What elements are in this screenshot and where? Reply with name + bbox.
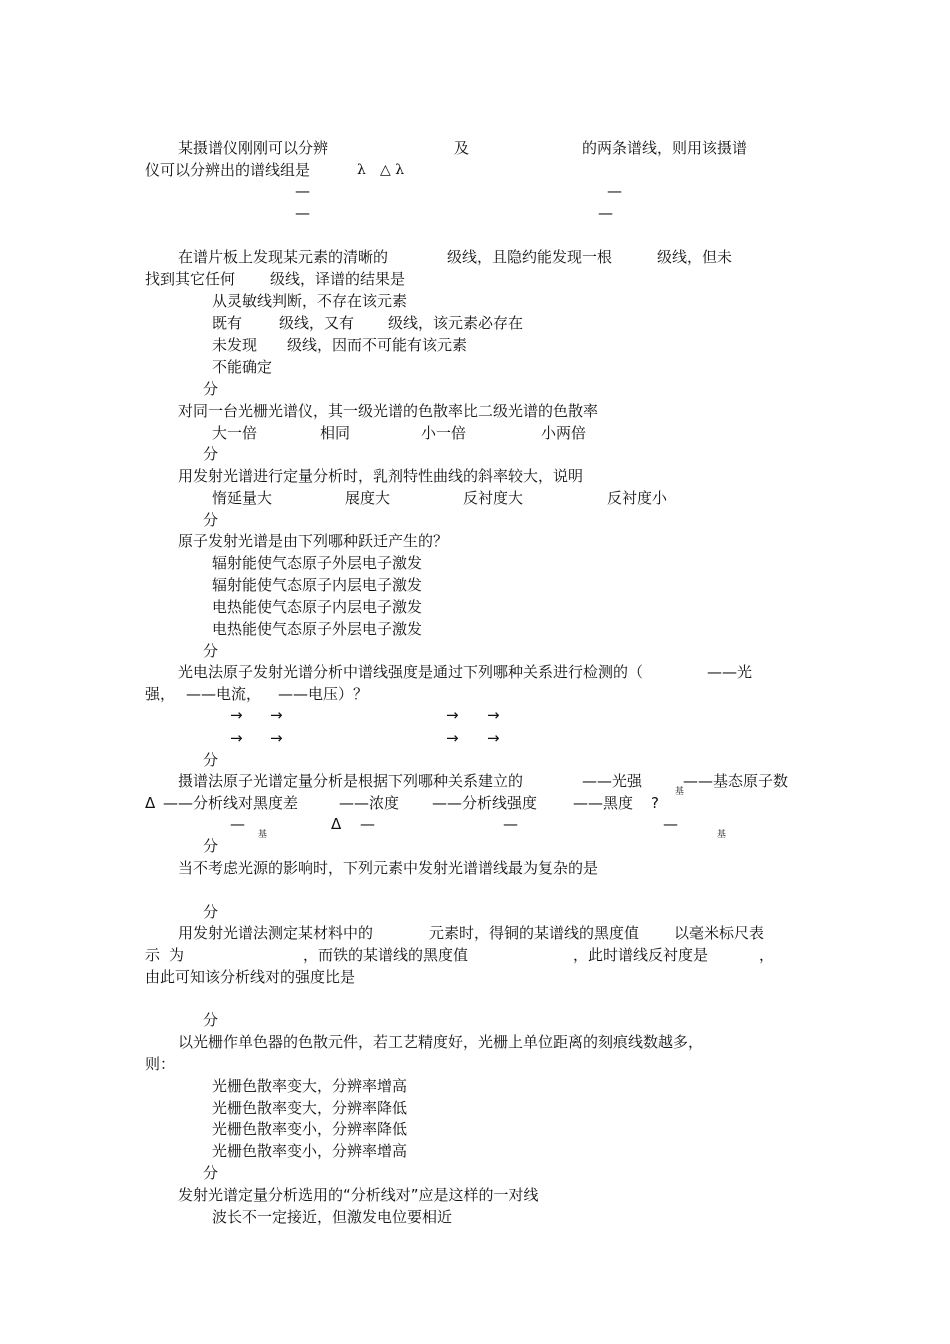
q2-text-line2b: 级线，译谱的结果是 [270,270,406,288]
q7-stem-part1: 摄谱法原子光谱定量分析是根据下列哪种关系建立的 [178,772,524,790]
q8-stem: 当不考虑光源的影响时，下列元素中发射光谱谱线最为复杂的是 [178,859,599,877]
q9-text-c: 以毫米标尺表 [674,924,765,942]
q2-option-b-part2: 级线，又有 [279,314,355,332]
q3-option-a: 大一倍 [212,424,258,442]
q3-stem: 对同一台光栅光谱仪，其一级光谱的色散率比二级光谱的色散率 [178,402,599,420]
q7-delta-symbol: Δ [145,794,156,812]
arrow-icon: → [446,706,459,724]
q7-subscript: 基 [258,830,268,840]
q7-stem-part2: ——光强 [582,772,643,790]
q5-option-c: 电热能使气态原子内层电子激发 [212,598,423,616]
q9-text-f: ，而铁的某谱线的黑度值 [303,946,469,964]
q2-score: 分 [203,380,219,398]
q3-option-b: 相同 [320,424,351,442]
q5-score: 分 [203,642,219,660]
q2-option-c-part1: 未发现 [212,336,258,354]
q7-option-delta: Δ [331,815,342,833]
q6-stem-part5: ——电压）？ [278,685,369,703]
q5-option-a: 辐射能使气态原子外层电子激发 [212,554,423,572]
q6-stem-part1: 光电法原子发射光谱分析中谱线强度是通过下列哪种关系进行检测的（ [178,663,644,681]
q9-text-e: 为 [169,946,185,964]
q4-score: 分 [203,511,219,529]
arrow-icon: → [270,729,283,747]
q7-stem-part3: ——基态原子数 [683,772,789,790]
q5-option-d: 电热能使气态原子外层电子激发 [212,620,423,638]
q3-option-d: 小两倍 [541,424,587,442]
q9-text-h: ， [759,946,775,964]
q2-option-c-part2: 级线，因而不可能有该元素 [287,336,468,354]
q9-text-line3: 由此可知该分析线对的强度比是 [145,968,356,986]
q9-text-a: 用发射光谱法测定某材料中的 [178,924,374,942]
q10-stem-line1: 以光栅作单色器的色散元件，若工艺精度好，光栅上单位距离的刻痕线数越多， [178,1033,704,1051]
q6-stem-part4: ——电流， [186,685,262,703]
q2-text-line2: 找到其它任何 [145,270,236,288]
q1-lambda-symbol: λ [357,162,366,178]
q8-score: 分 [203,903,219,921]
q10-option-c: 光栅色散率变小，分辨率降低 [212,1120,408,1138]
q7-stem-part5: ——分析线对黑度差 [163,794,299,812]
q4-option-b: 展度大 [345,489,391,507]
arrow-icon: → [487,706,500,724]
q1-text-a: 某摄谱仪刚刚可以分辨 [178,139,329,157]
q4-option-c: 反衬度大 [463,489,524,507]
q7-stem-part8: ——黑度 [573,794,634,812]
q1-option-dash: — [607,182,622,200]
q2-option-d: 不能确定 [212,358,273,376]
q9-text-b: 元素时，得铜的某谱线的黑度值 [429,924,640,942]
q7-option-dash: — [503,815,518,833]
q1-text-c: 的两条谱线，则用该摄谱 [582,139,748,157]
q9-text-d: 示 [145,946,161,964]
q7-stem-part6: ——浓度 [339,794,400,812]
q1-option-dash: — [295,182,310,200]
q6-score: 分 [203,751,219,769]
q7-score: 分 [203,837,219,855]
q6-stem-part2: ——光 [707,663,753,681]
q7-question-mark: ? [651,794,659,812]
q5-option-b: 辐射能使气态原子内层电子激发 [212,576,423,594]
q7-subscript: 基 [717,830,727,840]
q7-option-dash: — [230,815,245,833]
q2-option-b-part1: 既有 [212,314,243,332]
q1-option-dash: — [295,204,310,222]
arrow-icon: → [270,706,283,724]
q9-score: 分 [203,1011,219,1029]
q9-text-g: ，此时谱线反衬度是 [573,946,709,964]
q1-text-b: 及 [454,139,470,157]
q10-option-b: 光栅色散率变大，分辨率降低 [212,1099,408,1117]
q11-option-a: 波长不一定接近，但激发电位要相近 [212,1208,453,1226]
q7-option-dash: — [360,815,375,833]
q10-option-a: 光栅色散率变大，分辨率增高 [212,1077,408,1095]
q2-text-b: 级线，且隐约能发现一根 [447,248,613,266]
q10-stem-line2: 则： [145,1055,176,1073]
q4-option-d: 反衬度小 [607,489,668,507]
q4-option-a: 惰延量大 [212,489,273,507]
q3-option-c: 小一倍 [421,424,467,442]
q10-option-d: 光栅色散率变小，分辨率增高 [212,1142,408,1160]
q5-stem: 原子发射光谱是由下列哪种跃迁产生的？ [178,532,449,550]
q2-text-c: 级线，但未 [657,248,733,266]
q7-subscript: 基 [675,787,685,797]
arrow-icon: → [230,729,243,747]
q2-option-b-part3: 级线，该元素必存在 [388,314,524,332]
arrow-icon: → [230,706,243,724]
arrow-icon: → [487,729,500,747]
q1-delta-lambda-symbol: △ λ [380,162,405,178]
q10-score: 分 [203,1164,219,1182]
q1-text-line2: 仪可以分辨出的谱线组是 [145,161,311,179]
arrow-icon: → [446,729,459,747]
q1-option-dash: — [598,204,613,222]
q7-option-dash: — [663,815,678,833]
q2-option-a: 从灵敏线判断，不存在该元素 [212,292,408,310]
q3-score: 分 [203,445,219,463]
q6-stem-part3: 强， [145,685,176,703]
q2-text-a: 在谱片板上发现某元素的清晰的 [178,248,389,266]
q4-stem: 用发射光谱进行定量分析时，乳剂特性曲线的斜率较大，说明 [178,467,584,485]
q11-stem: 发射光谱定量分析选用的“分析线对”应是这样的一对线 [178,1186,539,1204]
q7-stem-part7: ——分析线强度 [432,794,538,812]
